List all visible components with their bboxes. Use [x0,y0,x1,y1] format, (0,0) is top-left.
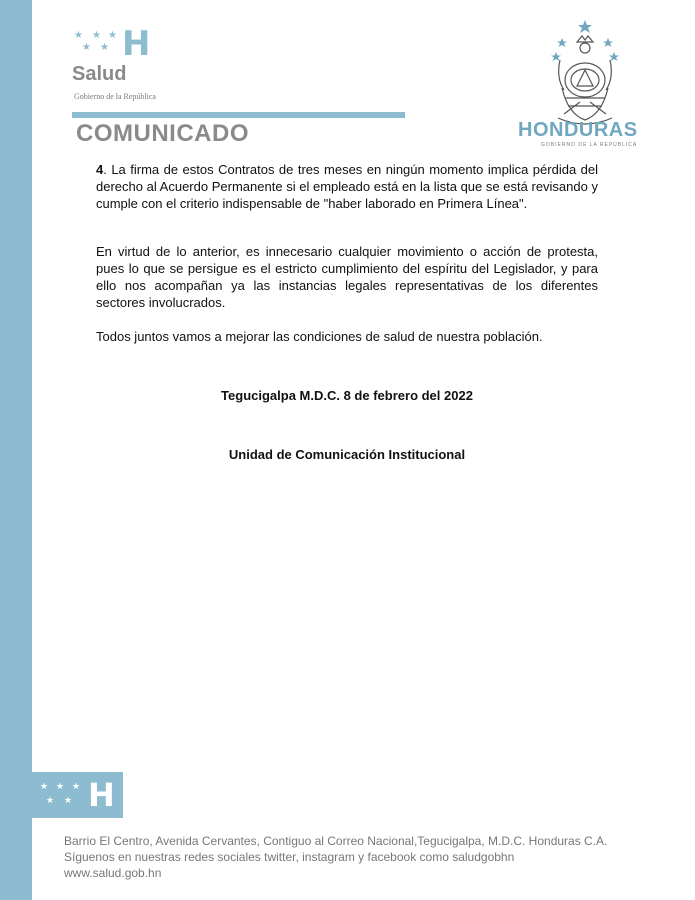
footer-contact [64,833,607,881]
footer-star-icon: ★ [56,781,65,791]
footer-star-icon: ★ [40,781,49,791]
paragraph-4 [96,161,598,212]
salud-logo-word: Salud [72,63,127,85]
star-cluster-icon: ★ ★ ★ ★ ★ [74,30,117,53]
footer-social: Síguenos en nuestras redes sociales twitter, instagram y facebook como saludgobhn [64,850,515,864]
paragraph-closing: Todos juntos vamos a mejorar las condiciones de salud de nuestra población. [96,329,543,344]
footer-website[interactable]: www.salud.gob.hn [64,866,162,880]
footer-address: Barrio El Centro, Avenida Cervantes, Contiguo al Correo Nacional,Tegucigalpa, M.D.C. Honduras C.A. [64,834,608,848]
footer-star-icon: ★ [64,795,73,805]
footer-logo [32,772,123,818]
paragraph-number: 4 [96,162,104,177]
honduras-wordmark: HONDURAS [518,119,638,141]
section-title: COMUNICADO [76,120,249,147]
signature-unit: Unidad de Comunicación Institucional [228,447,466,462]
paragraph-4-text: . La firma de estos Contratos de tres meses en ningún momento implica pérdida del derecho al Acuerdo Permanente si el empleado está en la lista que se está revisando y cumple con el criterio indispensable de "haber laborado en Primera Línea". [96,162,598,211]
honduras-subtitle: GOBIERNO DE LA REPÚBLICA [541,142,638,148]
salud-h-letter: H [122,24,151,64]
footer-star-icon: ★ [72,781,81,791]
paragraph-protest: En virtud de lo anterior, es innecesario cualquier movimiento o acción de protesta, pues lo que se persigue es el estricto cumplimiento del espíritu del Legislador, y para ello nos acompañan ya las instancias legales representativas de los diferentes sectores involucrados. [96,244,598,310]
footer-h-letter: H [88,776,115,814]
salud-logo [72,24,182,108]
salud-logo-subtitle: Gobierno de la República [74,92,156,101]
place-date: Tegucigalpa M.D.C. 8 de febrero del 2022 [221,388,473,403]
header-divider [72,112,405,118]
footer-star-icon: ★ [46,795,55,805]
left-accent-bar [0,0,32,900]
